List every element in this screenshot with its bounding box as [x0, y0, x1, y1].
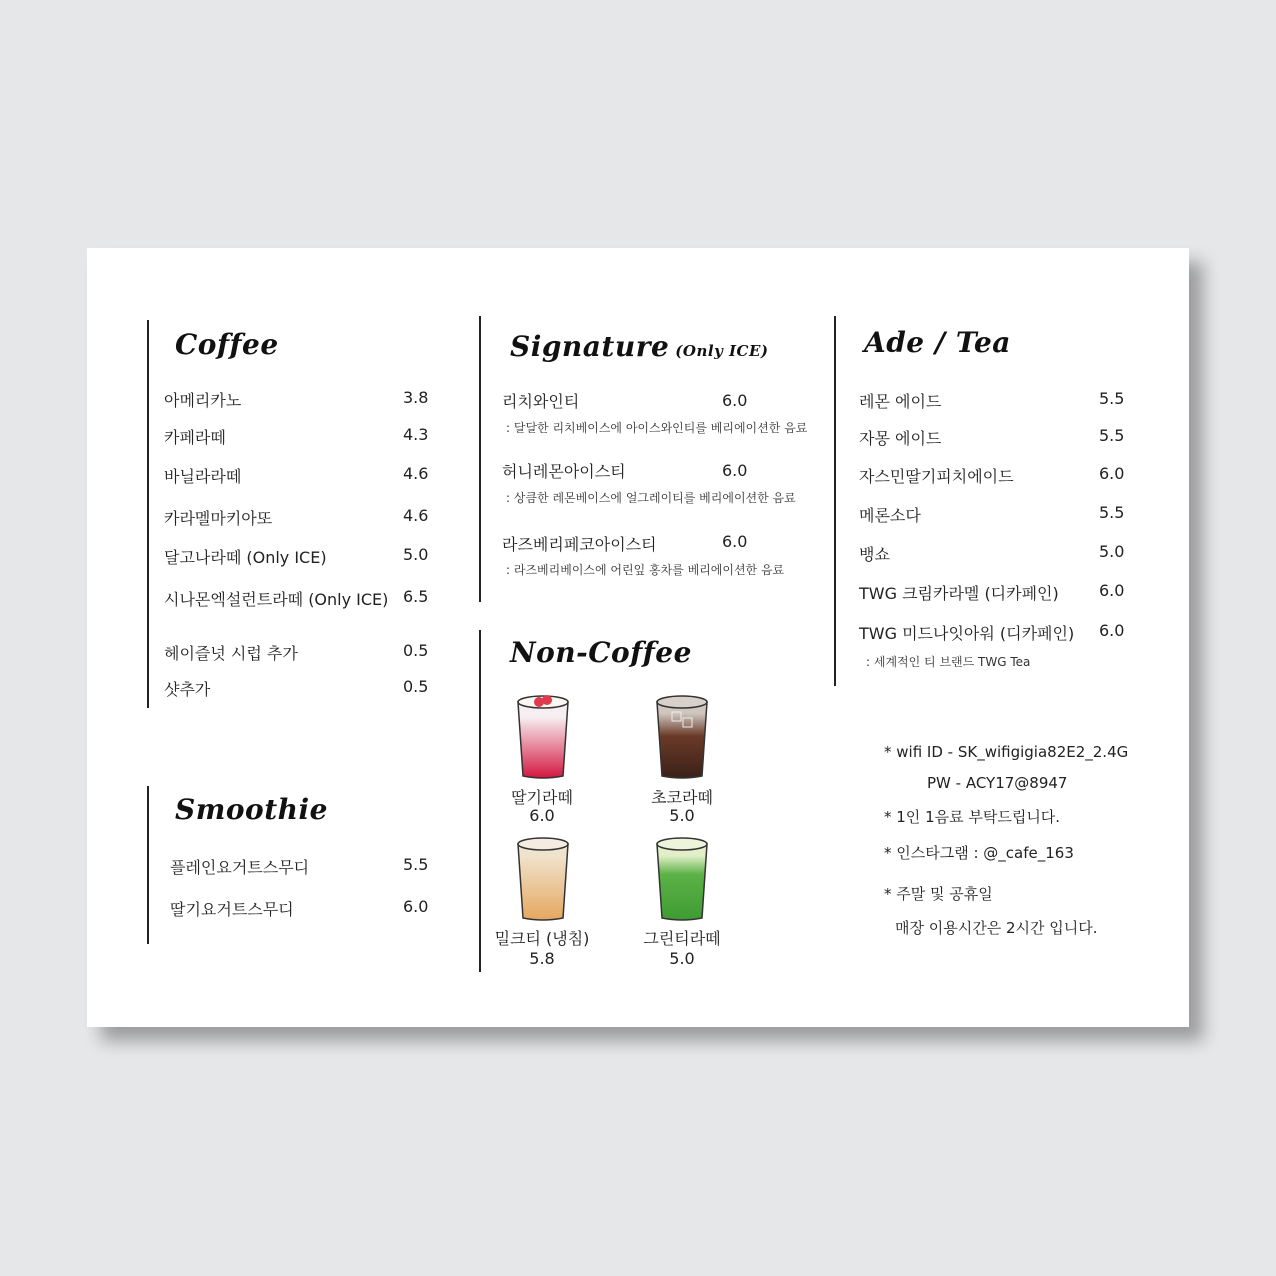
adetea-item-name: 자스민딸기피치에이드	[859, 467, 1014, 486]
adetea-item-price: 6.0	[1099, 621, 1125, 640]
adetea-divider	[834, 316, 836, 686]
signature-item-price: 6.0	[722, 461, 748, 480]
adetea-item-name: TWG 크림카라멜 (디카페인)	[859, 584, 1059, 603]
adetea-item-price: 6.0	[1099, 464, 1125, 483]
signature-subtitle: (Only ICE)	[675, 342, 769, 360]
choco-latte-icon	[654, 688, 710, 780]
smoothie-item-price: 6.0	[403, 897, 429, 916]
coffee-extra-name: 헤이즐넛 시럽 추가	[164, 644, 298, 663]
signature-item-desc: : 달달한 리치베이스에 아이스와인티를 베리에이션한 음료	[506, 421, 808, 435]
coffee-title: Coffee	[175, 328, 279, 361]
adetea-item-name: 뱅쇼	[859, 545, 890, 564]
green-tea-latte-icon	[654, 830, 710, 922]
coffee-item-name: 시나몬엑설런트라떼 (Only ICE)	[164, 590, 389, 609]
wifi-password: PW - ACY17@8947	[927, 774, 1068, 792]
smoothie-item-name: 플레인요거트스무디	[170, 858, 310, 877]
adetea-note: : 세계적인 티 브랜드 TWG Tea	[866, 655, 1031, 669]
smoothie-title: Smoothie	[175, 793, 328, 826]
coffee-divider	[147, 320, 149, 708]
coffee-item-name: 카페라떼	[164, 428, 226, 447]
coffee-extra-price: 0.5	[403, 641, 429, 660]
drink-price: 5.0	[669, 949, 695, 968]
strawberry-latte-icon	[515, 688, 571, 780]
adetea-item-price: 5.0	[1099, 542, 1125, 561]
adetea-item-name: 메론소다	[859, 506, 921, 525]
signature-divider	[479, 316, 481, 602]
signature-item-name: 라즈베리페코아이스티	[502, 535, 657, 554]
signature-item-price: 6.0	[722, 532, 748, 551]
weekend-notice-detail: 매장 이용시간은 2시간 입니다.	[895, 919, 1098, 937]
coffee-item-price: 4.6	[403, 464, 429, 483]
coffee-item-name: 달고나라떼 (Only ICE)	[164, 548, 327, 567]
coffee-item-name: 아메리카노	[164, 391, 242, 410]
signature-item-desc: : 상큼한 레몬베이스에 얼그레이티를 베리에이션한 음료	[506, 491, 796, 505]
drink-label: 초코라떼	[651, 788, 713, 807]
adetea-item-price: 5.5	[1099, 503, 1125, 522]
adetea-item-name: TWG 미드나잇아워 (디카페인)	[859, 624, 1075, 643]
signature-title: Signature (Only ICE)	[510, 330, 769, 363]
menu-card	[87, 248, 1189, 1027]
adetea-item-name: 자몽 에이드	[859, 429, 942, 448]
adetea-title: Ade / Tea	[864, 326, 1011, 359]
adetea-item-price: 5.5	[1099, 389, 1125, 408]
coffee-item-price: 3.8	[403, 388, 429, 407]
signature-item-price: 6.0	[722, 391, 748, 410]
drink-price: 5.0	[669, 806, 695, 825]
drink-label: 밀크티 (냉침)	[494, 929, 590, 948]
smoothie-item-name: 딸기요거트스무디	[170, 900, 294, 919]
coffee-item-name: 바닐라라떼	[164, 467, 242, 486]
drink-label: 그린티라떼	[643, 929, 721, 948]
noncoffee-divider	[479, 630, 481, 972]
coffee-extra-price: 0.5	[403, 677, 429, 696]
smoothie-divider	[147, 786, 149, 944]
smoothie-item-price: 5.5	[403, 855, 429, 874]
instagram-handle: * 인스타그램 : @_cafe_163	[884, 844, 1074, 862]
coffee-item-price: 6.5	[403, 587, 429, 606]
coffee-item-price: 4.3	[403, 425, 429, 444]
signature-item-name: 허니레몬아이스티	[502, 462, 626, 481]
adetea-item-price: 6.0	[1099, 581, 1125, 600]
signature-item-desc: : 라즈베리베이스에 어린잎 홍차를 베리에이션한 음료	[506, 563, 785, 577]
signature-item-name: 리치와인티	[502, 392, 580, 411]
drink-price: 6.0	[529, 806, 555, 825]
drink-price: 5.8	[529, 949, 555, 968]
coffee-item-name: 카라멜마키아또	[164, 509, 273, 528]
coffee-item-price: 5.0	[403, 545, 429, 564]
adetea-item-name: 레몬 에이드	[859, 392, 942, 411]
wifi-id: * wifi ID - SK_wifigigia82E2_2.4G	[884, 743, 1129, 761]
coffee-extra-name: 샷추가	[164, 680, 211, 699]
noncoffee-title: Non-Coffee	[510, 636, 692, 669]
milk-tea-icon	[515, 830, 571, 922]
coffee-item-price: 4.6	[403, 506, 429, 525]
adetea-item-price: 5.5	[1099, 426, 1125, 445]
drink-label: 딸기라떼	[511, 788, 573, 807]
order-policy: * 1인 1음료 부탁드립니다.	[884, 808, 1061, 826]
weekend-notice: * 주말 및 공휴일	[884, 885, 993, 903]
